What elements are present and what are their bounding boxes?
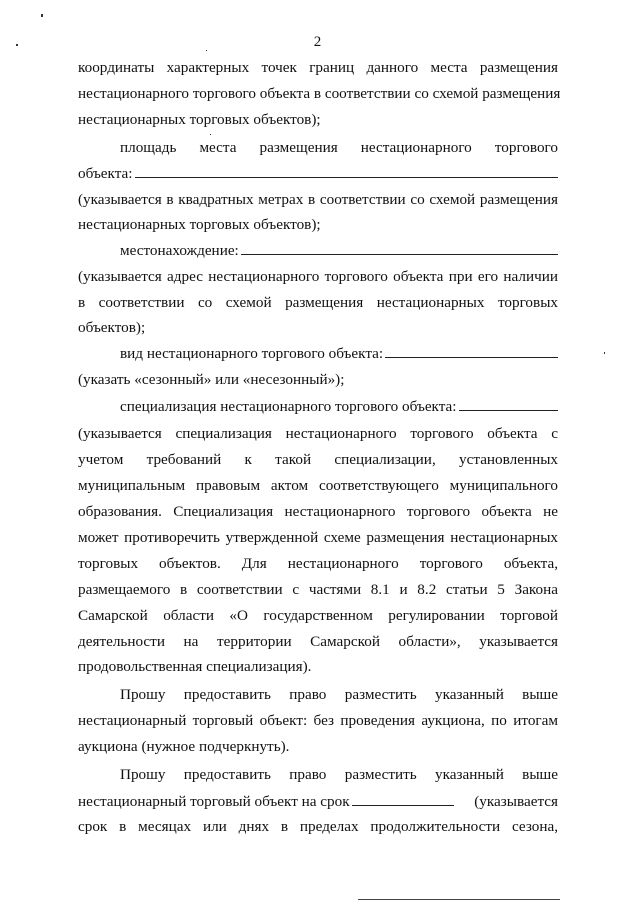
location-field xyxy=(120,241,558,261)
text-line: (указывается адрес нестационарного торгового объекта при его наличии xyxy=(78,268,558,285)
text-line: Самарской области «О государственном регулировании торговой xyxy=(78,607,558,624)
text-line: нестационарный торговый объект: без проведения аукциона, по итогам xyxy=(78,712,558,729)
text-line: размещаемого в соответствии с частями 8.1 и 8.2 статьи 5 Закона xyxy=(78,581,558,598)
text-line: Прошу предоставить право разместить указанный выше xyxy=(120,686,558,703)
text-line: продовольственная специализация). xyxy=(78,658,312,675)
text-line: деятельности на территории Самарской области», указывается xyxy=(78,633,558,650)
location-label: местонахождение: xyxy=(120,242,239,259)
page-number: 2 xyxy=(313,34,322,50)
text-line: нестационарного торгового объекта в соответствии со схемой размещения xyxy=(78,85,561,102)
scan-speck xyxy=(210,134,211,135)
text-line: площадь места размещения нестационарного торгового xyxy=(120,139,558,156)
scan-speck xyxy=(41,14,43,17)
object-type-field xyxy=(120,344,558,364)
text-line: координаты характерных точек границ данного места размещения xyxy=(78,59,558,76)
bottom-rule xyxy=(358,899,560,900)
text-line: в соответствии со схемой размещения нестационарных торговых xyxy=(78,294,558,311)
area-field xyxy=(78,164,558,184)
term-note: (указывается xyxy=(474,793,558,810)
location-blank xyxy=(241,241,558,255)
area-blank xyxy=(135,164,559,178)
text-line: торговых объектов. Для нестационарного торгового объекта, xyxy=(78,555,558,572)
text-line: срок в месяцах или днях в пределах продолжительности сезона, xyxy=(78,818,558,835)
text-line: образования. Специализация нестационарного торгового объекта не xyxy=(78,503,558,520)
text-line: нестационарных торговых объектов); xyxy=(78,216,321,233)
text-line: (указать «сезонный» или «несезонный»); xyxy=(78,371,345,388)
text-line: может противоречить утвержденной схеме размещения нестационарных xyxy=(78,529,558,546)
text-line: (указывается в квадратных метрах в соответствии со схемой размещения xyxy=(78,191,558,208)
term-field xyxy=(78,791,558,812)
term-label: нестационарный торговый объект на срок xyxy=(78,793,350,810)
area-label: объекта: xyxy=(78,165,133,182)
object-type-label: вид нестационарного торгового объекта: xyxy=(120,345,384,362)
text-line: Прошу предоставить право разместить указанный выше xyxy=(120,766,558,783)
term-blank xyxy=(352,791,454,806)
specialization-field xyxy=(120,397,558,417)
scan-speck xyxy=(604,352,605,354)
object-type-blank xyxy=(385,344,558,358)
text-line: объектов); xyxy=(78,319,146,336)
text-line: учетом требований к такой специализации, установленных xyxy=(78,451,558,468)
specialization-blank xyxy=(459,397,558,411)
text-line: нестационарных торговых объектов); xyxy=(78,111,321,128)
text-line: (указывается специализация нестационарного торгового объекта с xyxy=(78,425,558,442)
specialization-label: специализация нестационарного торгового объекта: xyxy=(120,398,457,415)
text-line: муниципальным правовым актом соответствующего муниципального xyxy=(78,477,558,494)
text-line: аукциона (нужное подчеркнуть). xyxy=(78,738,290,755)
